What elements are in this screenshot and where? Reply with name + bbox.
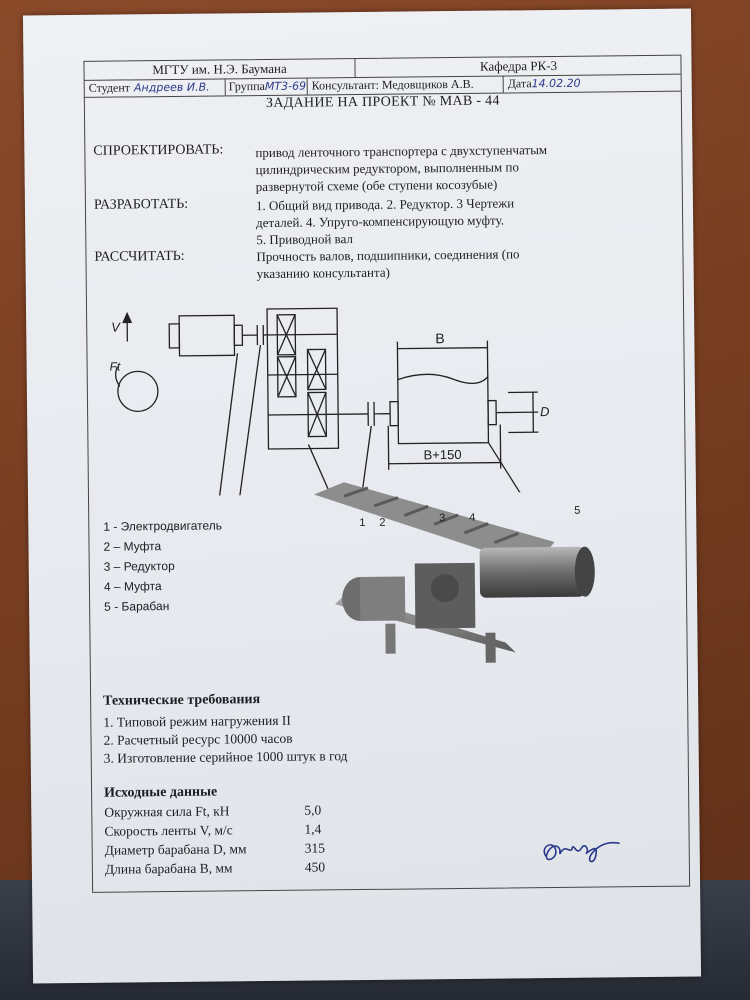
input-data-value: 5,0 [304, 802, 322, 818]
callout-2: 2 [379, 516, 386, 529]
velocity-label: V [111, 319, 120, 335]
legend-item: 1 - Электродвигатель [103, 518, 223, 534]
section-label: СПРОЕКТИРОВАТЬ: [93, 142, 224, 159]
group-label: Группа [228, 78, 265, 94]
legend-item: 3 – Редуктор [103, 558, 175, 574]
input-data-row [104, 802, 364, 821]
section-line: цилиндрическим редуктором, выполненным по [255, 159, 519, 178]
assignment-sheet [23, 9, 701, 984]
b-label: B [435, 330, 445, 347]
date-field [503, 74, 618, 92]
requirement-item: 3. Изготовление серийное 1000 штук в год [103, 748, 348, 766]
section-text [255, 140, 616, 195]
group-field [225, 78, 309, 96]
input-data-value: 450 [304, 859, 326, 875]
input-data-title: Исходные данные [104, 784, 218, 801]
dimension-b150-line [389, 463, 501, 464]
b150-label: B+150 [423, 446, 462, 463]
consultant-field: Консультант: Медовщиков А.В. [307, 76, 502, 95]
dimension-b-line [397, 348, 487, 349]
motor-fan [169, 324, 179, 348]
motor-body [179, 315, 234, 356]
student-value: Андреев И.В. [133, 80, 210, 95]
drum-body [398, 374, 489, 444]
d-label: D [540, 404, 550, 420]
input-data-label: Длина барабана B, мм [104, 860, 233, 877]
velocity-arrowhead [123, 313, 131, 322]
document-frame [83, 55, 690, 893]
group-value: МТ3-69 [264, 79, 307, 93]
university-name: МГТУ им. Н.Э. Баумана [152, 60, 287, 78]
date-label: Дата [507, 76, 532, 91]
section-label: РАССЧИТАТЬ: [94, 248, 185, 265]
conveyor-photo [304, 471, 606, 669]
requirement-item: 2. Расчетный ресурс 10000 часов [103, 730, 293, 748]
section-text [256, 244, 616, 282]
department-name: Кафедра РК-3 [354, 56, 681, 77]
student-field [89, 78, 239, 97]
legend-item: 5 - Барабан [104, 599, 170, 614]
input-data-row [105, 859, 365, 878]
force-label: Ft [109, 359, 121, 374]
drum-photo [480, 547, 586, 598]
callout-4: 4 [469, 511, 476, 524]
drive-kinematic-scheme [107, 292, 589, 497]
input-data-label: Скорость ленты V, м/с [104, 822, 233, 839]
requirements-title: Технические требования [103, 692, 261, 709]
consultant-signature [537, 821, 628, 872]
legend-item: 2 – Муфта [103, 539, 162, 554]
input-data-row [105, 840, 365, 859]
date-value: 14.02.20 [531, 76, 581, 91]
input-data-value: 315 [304, 840, 326, 856]
callout-1: 1 [359, 516, 366, 530]
input-data-label: Окружная сила Ft, кН [104, 803, 230, 820]
input-data-value: 1,4 [304, 821, 322, 837]
section-line: развернутой схеме (обе ступени косозубые) [255, 176, 498, 195]
input-data-label: Диаметр барабана D, мм [104, 841, 247, 858]
legend-item: 4 – Муфта [103, 579, 162, 594]
section-line: 1. Общий вид привода. 2. Редуктор. 3 Чертежи [255, 195, 515, 214]
input-data-row [104, 821, 364, 840]
section-text [256, 193, 617, 248]
requirements-list [103, 711, 347, 768]
callout-3: 3 [439, 512, 446, 525]
requirement-item: 1. Типовой режим нагружения II [103, 712, 291, 730]
callout-5: 5 [574, 504, 581, 517]
component-legend [103, 515, 223, 616]
motor-flange [234, 325, 242, 345]
section-line: 5. Приводной вал [256, 231, 354, 248]
student-label: Студент [88, 80, 131, 95]
section-line: Прочность валов, подшипники, соединения (по [256, 246, 520, 265]
drum-circle [118, 371, 158, 411]
assignment-title: ЗАДАНИЕ НА ПРОЕКТ № МАВ - 44 [265, 93, 500, 111]
section-line: указанию консультанта) [256, 264, 390, 282]
section-label: РАЗРАБОТАТЬ: [93, 196, 189, 213]
section-line: привод ленточного транспортера с двухступенчатым [255, 142, 548, 161]
section-line: деталей. 4. Упруго-компенсирующую муфту. [256, 212, 505, 231]
